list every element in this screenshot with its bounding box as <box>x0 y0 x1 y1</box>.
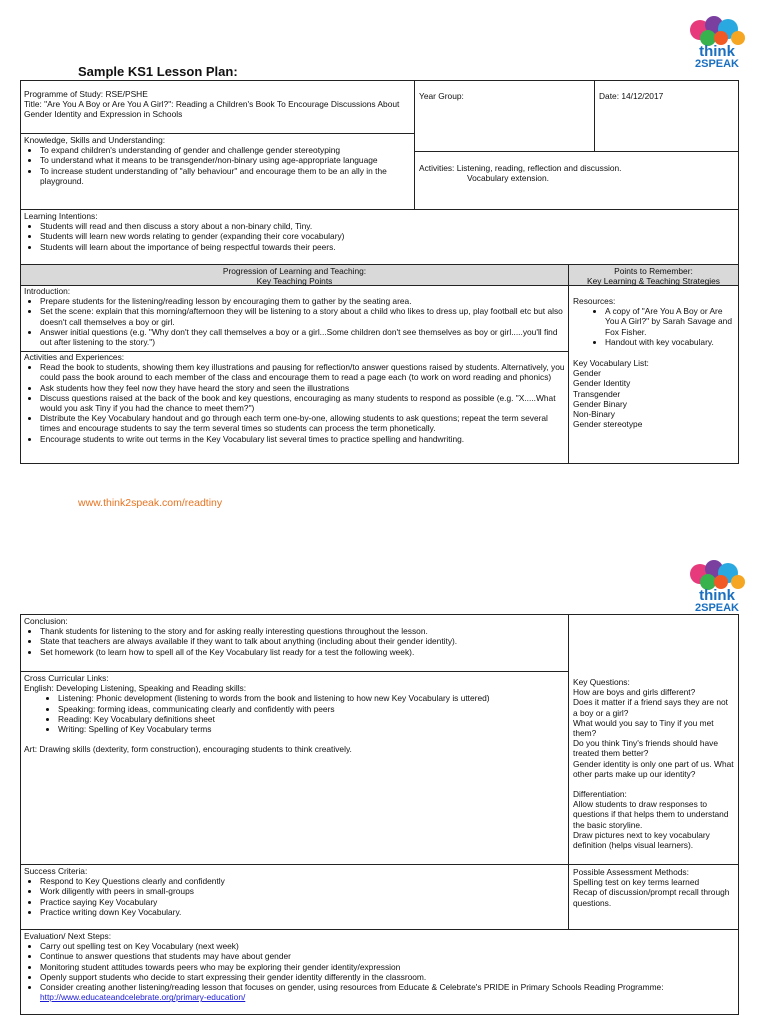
differentiation-heading: Differentiation: <box>573 789 627 800</box>
points-header <box>568 264 739 286</box>
list-item: • Respond to Key Questions clearly and confidently <box>40 876 565 886</box>
progression-heading: Progression of Learning and Teaching: <box>222 266 367 276</box>
svg-text:think: think <box>699 43 735 60</box>
evaluation-cell <box>20 929 739 1015</box>
vocab-item: Gender stereotype <box>573 419 643 430</box>
activities-cell <box>414 151 739 210</box>
activities-experiences-cell <box>20 351 569 464</box>
page-title: Sample KS1 Lesson Plan: <box>78 64 238 79</box>
cross-heading: Cross Curricular Links: <box>24 673 109 683</box>
success-heading: Success Criteria: <box>24 866 88 876</box>
list-item: • Practice saying Key Vocabulary <box>40 897 565 907</box>
assessment-line: Recap of discussion/prompt recall through questions. <box>573 887 730 908</box>
learning-heading: Learning Intentions: <box>24 211 98 221</box>
differentiation-line: Allow students to draw responses to questions if that helps them to understand the basic storyline. <box>573 799 729 830</box>
points-subheading: Key Learning & Teaching Strategies <box>586 276 720 287</box>
ksu-heading: Knowledge, Skills and Understanding: <box>24 135 166 145</box>
key-question: How are boys and girls different? <box>573 687 696 698</box>
activities-list <box>24 362 565 444</box>
list-item: • Students will learn new words relating to gender (expanding their core vocabulary) <box>40 231 735 241</box>
list-item: • Read the book to students, showing them key illustrations and pausing for reflection/to answer questions raised by students. Alternatively, you could pass the book around to each member of the class and encourage them to read a page each (to work on word reading and phonics) <box>40 362 565 382</box>
list-item: • To understand what it means to be transgender/non-binary using age-appropriate language <box>40 155 411 165</box>
list-item: • Prepare students for the listening/reading lesson by encouraging them to gather by the seating area. <box>40 296 565 306</box>
list-item: • Answer initial questions (e.g. "Why don't they call themselves a boy or a girl...Some children don't see themselves as boy or girl.....you'll find out after listening to the story.") <box>40 327 565 347</box>
learning-intentions-cell <box>20 209 739 265</box>
assessment-line: Spelling test on key terms learned <box>573 877 700 888</box>
conclusion-list <box>24 626 565 657</box>
points-heading: Points to Remember: <box>614 266 693 276</box>
list-item: • Consider creating another listening/reading lesson that focuses on gender, using resources from Educate & Celebrate's PRIDE in Primary Schools Reading Programme: <box>40 982 735 992</box>
assessment-heading: Possible Assessment Methods: <box>573 867 689 877</box>
list-item: • Work diligently with peers in small-groups <box>40 886 565 896</box>
key-question: Does it matter if a friend says they are not a boy or a girl? <box>573 697 729 718</box>
list-item: • Listening: Phonic development (listening to words from the book and listening to how new Key Vocabulary is uttered) <box>58 693 565 703</box>
vocab-item: Transgender <box>573 388 621 399</box>
list-item: • Openly support students who decide to start expressing their gender identity differently in the classroom. <box>40 972 735 982</box>
conclusion-heading: Conclusion: <box>24 616 68 626</box>
list-item: • Students will read and then discuss a story about a non-binary child, Tiny. <box>40 221 735 231</box>
key-question: What would you say to Tiny if you met them? <box>573 717 714 739</box>
evaluation-heading: Evaluation/ Next Steps: <box>24 931 112 941</box>
svg-text:2SPEAK: 2SPEAK <box>694 602 740 612</box>
introduction-cell <box>20 285 569 352</box>
programme-label: Programme of Study: RSE/PSHE <box>24 89 148 99</box>
list-item: • Ask students how they feel now they have heard the story and seen the illustrations <box>40 383 565 393</box>
list-item: • Handout with key vocabulary. <box>605 337 734 347</box>
year-group-label: Year Group: <box>419 91 464 101</box>
svg-text:think: think <box>699 587 735 604</box>
date-label: Date: 14/12/2017 <box>599 91 664 101</box>
resources-heading: Resources: <box>573 296 616 306</box>
learning-list <box>24 221 735 252</box>
list-item: • Discuss questions raised at the back of the book and key questions, encouraging as many students to respond as possible (e.g. "X.....What would you ask Tiny if you had the chance to meet them?") <box>40 393 565 413</box>
cross-curricular-cell <box>20 671 569 865</box>
ksu-cell <box>20 133 415 210</box>
conclusion-cell <box>20 614 569 672</box>
success-list <box>24 876 565 917</box>
evaluation-list <box>24 941 735 992</box>
list-item: • To increase student understanding of "ally behaviour" and encourage them to be an ally in the playground. <box>40 166 411 186</box>
list-item: • Continue to answer questions that students may have about gender <box>40 951 735 961</box>
art-line: Art: Drawing skills (dexterity, form construction), encouraging students to think creatively. <box>24 744 352 755</box>
key-question: Do you think Tiny's friends should have treated them better? <box>573 738 718 759</box>
assessment-cell <box>568 864 739 930</box>
lesson-title: Title: "Are You A Boy or Are You A Girl?": Reading a Children's Book To Encourage Discussions About Gender Identity and Expression in Schools <box>24 99 400 120</box>
think2speak-logo <box>688 560 746 612</box>
list-item: • Monitoring student attitudes towards peers who may be exploring their gender identity/expression <box>40 962 735 972</box>
key-questions-cell <box>568 614 739 865</box>
year-group-cell <box>414 80 595 152</box>
english-list <box>24 693 565 734</box>
key-questions-heading: Key Questions: <box>573 677 630 687</box>
list-item: • Reading: Key Vocabulary definitions sheet <box>58 714 565 724</box>
vocab-heading: Key Vocabulary List: <box>573 358 649 369</box>
activities-label: Activities: Listening, reading, reflection and discussion. <box>419 163 622 173</box>
intro-heading: Introduction: <box>24 286 71 296</box>
resources-cell <box>568 285 739 464</box>
list-item: • Students will learn about the importance of being respectful towards their peers. <box>40 242 735 252</box>
vocab-item: Gender <box>573 368 601 379</box>
vocab-item: Gender Binary <box>573 398 627 409</box>
list-item: • Thank students for listening to the story and for asking really interesting questions throughout the lesson. <box>40 626 565 636</box>
ksu-list <box>24 145 411 186</box>
differentiation-line: Draw pictures next to key vocabulary definition (helps visual learners). <box>573 829 710 851</box>
vocab-item: Non-Binary <box>573 409 615 420</box>
date-cell <box>594 80 739 152</box>
intro-list <box>24 296 565 347</box>
resources-list <box>573 306 734 347</box>
vocab-item: Gender Identity <box>573 378 631 389</box>
website-link[interactable]: www.think2speak.com/readtiny <box>78 497 223 509</box>
list-item: • Set the scene: explain that this morning/afternoon they will be listening to a story about a child who likes to dress up, play football etc but also doesn't call themselves a boy or girl. <box>40 306 565 326</box>
svg-text:2SPEAK: 2SPEAK <box>694 58 740 68</box>
programme-cell <box>20 80 415 134</box>
list-item: • Practice writing down Key Vocabulary. <box>40 907 565 917</box>
success-criteria-cell <box>20 864 569 930</box>
progression-subheading: Key Teaching Points <box>256 276 333 287</box>
activities-heading: Activities and Experiences: <box>24 352 125 362</box>
list-item: • State that teachers are always available if they want to talk about anything (including about their gender identity). <box>40 636 565 646</box>
list-item: • Set homework (to learn how to spell all of the Key Vocabulary list ready for a test the following week). <box>40 647 565 657</box>
list-item: • A copy of "Are You A Boy or Are You A Girl?" by Sarah Savage and Fox Fisher. <box>605 306 734 337</box>
think2speak-logo <box>688 16 746 68</box>
educate-celebrate-link[interactable]: http://www.educateandcelebrate.org/primary-education/ <box>40 992 246 1003</box>
list-item: • Carry out spelling test on Key Vocabulary (next week) <box>40 941 735 951</box>
list-item: • Distribute the Key Vocabulary handout and go through each term one-by-one, allowing students to ask questions; repeat the term several times and encourage students to say the term several times so students can process the term phonetically. <box>40 413 565 433</box>
english-heading: English: Developing Listening, Speaking and Reading skills: <box>24 683 247 694</box>
key-question: Gender identity is only one part of us. What other parts make up our identity? <box>573 758 734 779</box>
list-item: • Speaking: forming ideas, communicating clearly and confidently with peers <box>58 704 565 714</box>
list-item: • Writing: Spelling of Key Vocabulary terms <box>58 724 565 734</box>
list-item: • Encourage students to write out terms in the Key Vocabulary list several times to practice spelling and handwriting. <box>40 434 565 444</box>
activities-extra: Vocabulary extension. <box>467 173 549 184</box>
progression-header <box>20 264 569 286</box>
list-item: • To expand children's understanding of gender and challenge gender stereotyping <box>40 145 411 155</box>
